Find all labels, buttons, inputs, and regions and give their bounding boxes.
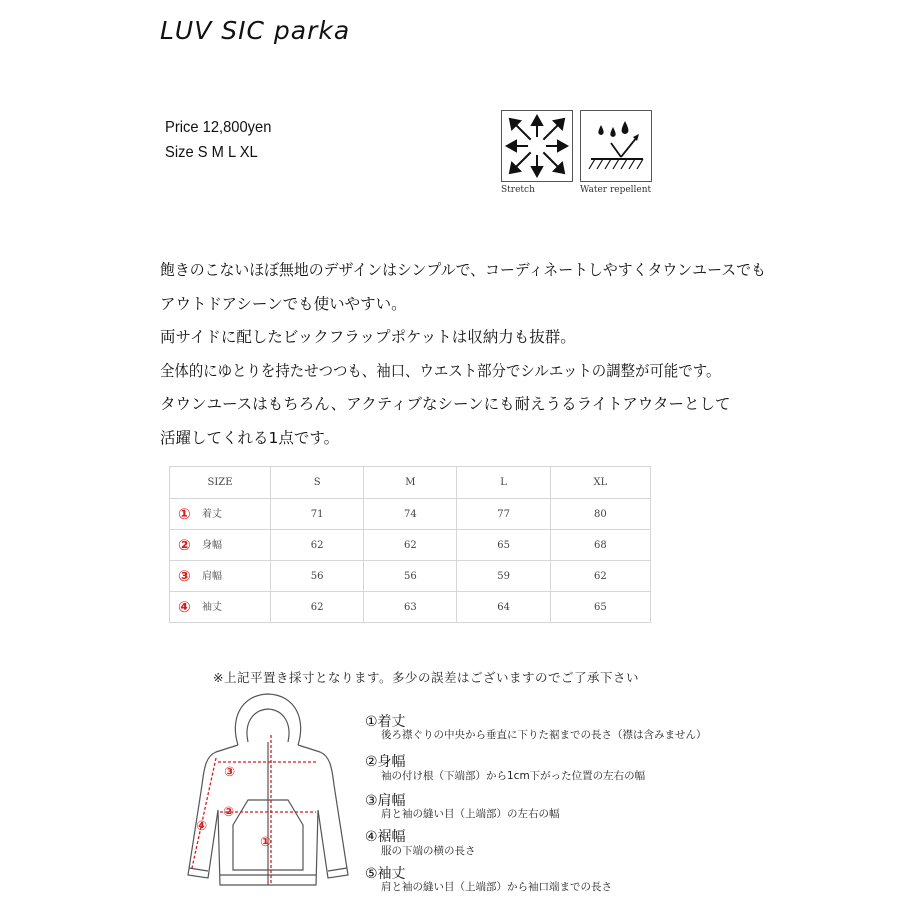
- row-label: 着丈: [202, 508, 222, 520]
- row-label-cell: [170, 592, 271, 623]
- right-cuff: [328, 868, 347, 871]
- legend-desc: 肩と袖の縫い目（上端部）の左右の幅: [381, 808, 560, 820]
- table-row: [170, 499, 651, 530]
- description-line: 全体的にゆとりを持たせつつも、袖口、ウエスト部分でシルエットの調整が可能です。: [160, 362, 721, 380]
- hood-outline: [235, 694, 300, 745]
- size-text: Size S M L XL: [165, 144, 258, 161]
- table-cell: 68: [550, 530, 650, 561]
- left-cuff: [189, 868, 208, 871]
- table-cell: 62: [364, 530, 457, 561]
- legend-title: ②身幅: [365, 754, 406, 770]
- header-cell: L: [457, 467, 550, 499]
- table-cell: 65: [550, 592, 650, 623]
- description-line: タウンユースはもちろん、アクティブなシーンにも耐えうるライトアウターとして: [160, 395, 731, 413]
- legend-desc: 後ろ襟ぐりの中央から垂直に下りた裾までの長さ（襟は含みません）: [381, 729, 707, 741]
- table-cell: 59: [457, 561, 550, 592]
- legend-title: ⑤袖丈: [365, 866, 406, 882]
- legend-title: ④裾幅: [365, 829, 406, 845]
- table-cell: 62: [271, 592, 364, 623]
- hood-inner: [247, 709, 289, 742]
- row-label: 袖丈: [202, 601, 222, 613]
- product-title: LUV SIC parka: [160, 16, 351, 45]
- marker-shoulder: ③: [224, 765, 236, 780]
- description-line: 両サイドに配したビックフラップポケットは収納力も抜群。: [160, 328, 576, 346]
- row-label: 肩幅: [202, 570, 222, 582]
- legend-title: ①着丈: [365, 714, 406, 730]
- table-cell: 74: [364, 499, 457, 530]
- table-cell: 71: [271, 499, 364, 530]
- table-row: [170, 592, 651, 623]
- table-cell: 77: [457, 499, 550, 530]
- table-row: [170, 530, 651, 561]
- legend-title: ③肩幅: [365, 793, 406, 809]
- row-label-cell: [170, 561, 271, 592]
- marker-length: ①: [260, 835, 272, 850]
- table-cell: 62: [550, 561, 650, 592]
- table-cell: 64: [457, 592, 550, 623]
- row-label: 身幅: [202, 539, 222, 551]
- row-number: ④: [178, 598, 191, 617]
- description-line: アウトドアシーンでも使いやすい。: [160, 295, 407, 313]
- row-number: ③: [178, 567, 191, 586]
- row-label-cell: [170, 499, 271, 530]
- table-row: [170, 561, 651, 592]
- water-drops-icon: [580, 110, 652, 182]
- stretch-label: Stretch: [501, 185, 535, 195]
- legend-desc: 服の下端の横の長さ: [381, 845, 476, 857]
- water-repellent-label: Water repellent: [580, 185, 652, 195]
- row-label-cell: [170, 530, 271, 561]
- header-cell: S: [271, 467, 364, 499]
- table-cell: 56: [271, 561, 364, 592]
- description-line: 活躍してくれる1点です。: [160, 429, 340, 447]
- table-cell: 56: [364, 561, 457, 592]
- table-cell: 62: [271, 530, 364, 561]
- header-cell: SIZE: [170, 467, 271, 499]
- table-cell: 63: [364, 592, 457, 623]
- table-cell: 80: [550, 499, 650, 530]
- marker-sleeve: ④: [196, 819, 208, 834]
- table-cell: 65: [457, 530, 550, 561]
- legend-desc: 肩と袖の縫い目（上端部）から袖口端までの長さ: [381, 881, 612, 893]
- measurement-note: ※上記平置き採寸となります。多少の誤差はございますのでご了承下さい: [213, 670, 639, 685]
- hoodie-diagram: [178, 690, 358, 895]
- legend-desc: 袖の付け根（下端部）から1cm下がった位置の左右の幅: [381, 770, 646, 782]
- feature-stretch: [501, 110, 573, 195]
- marker-width: ②: [223, 805, 235, 820]
- row-number: ①: [178, 505, 191, 524]
- description-line: 飽きのこないほぼ無地のデザインはシンプルで、コーディネートしやすくタウンユースでも: [160, 261, 766, 279]
- row-number: ②: [178, 536, 191, 555]
- stretch-arrows-icon: [501, 110, 573, 182]
- feature-water-repellent: [580, 110, 652, 195]
- price-text: Price 12,800yen: [165, 119, 272, 136]
- size-table-header: [170, 467, 651, 499]
- header-cell: XL: [550, 467, 650, 499]
- size-table: [169, 466, 651, 623]
- header-cell: M: [364, 467, 457, 499]
